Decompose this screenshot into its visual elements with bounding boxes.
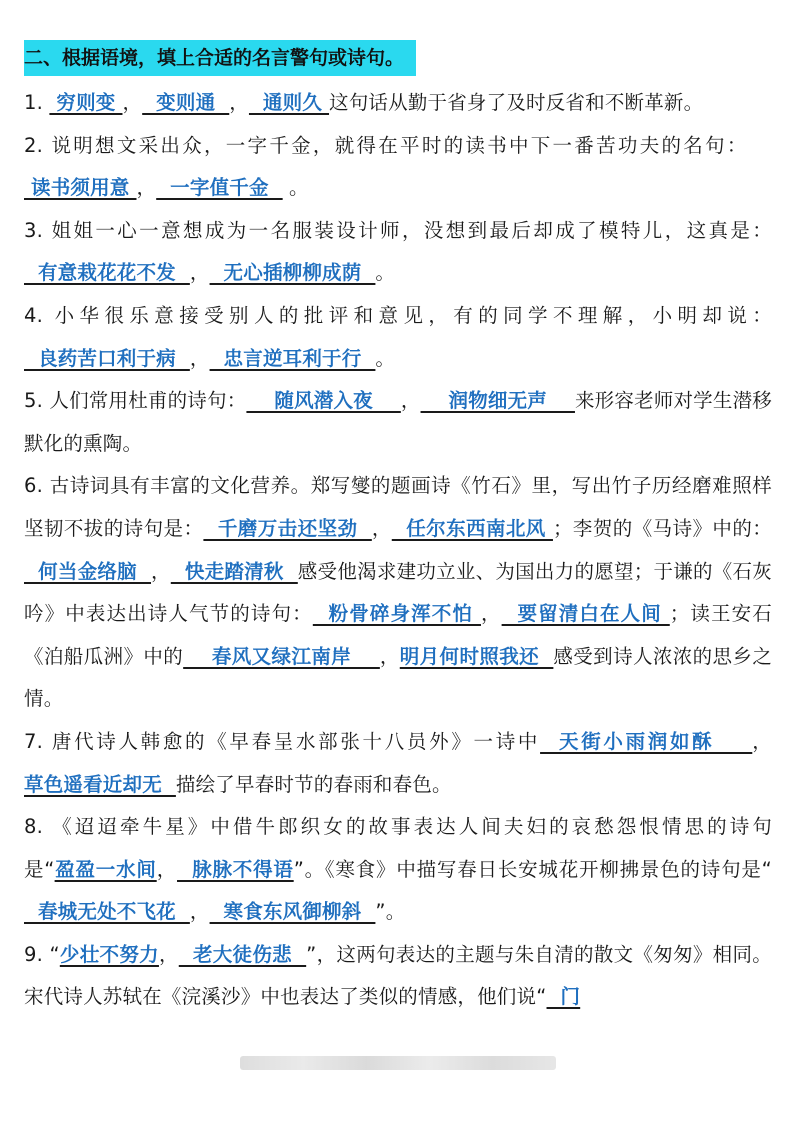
question-item (24, 934, 772, 1019)
answer-blank: 千磨万击还坚劲 (203, 516, 372, 540)
answer-blank: 通则久 (248, 91, 330, 114)
question-text: ， (752, 729, 772, 753)
question-text: 7. 唐代诗人韩愈的《早春呈水部张十八员外》一诗中 (24, 729, 541, 753)
question-text: 。 (375, 261, 396, 285)
question-item (24, 82, 772, 125)
answer-blank: 有意栽花花不发 (24, 261, 190, 285)
question-text: 6. 古诗词具有丰富的文化营养。郑写燮的题画诗《竹石》里，写出竹子历经磨难照样坚韧不拔的诗句是： (24, 474, 772, 540)
question-text: ， (189, 346, 210, 370)
question-text: ， (379, 644, 400, 668)
answer-blank: 草色遥看近却无 (24, 772, 176, 796)
question-text: ， (400, 389, 421, 413)
answer-blank: 何当金络脑 (24, 559, 152, 583)
answer-blank: 春城无处不飞花 (24, 900, 190, 924)
answer-blank: 变则通 (142, 91, 230, 114)
question-text: ， (480, 602, 502, 626)
section-heading: 二、根据语境，填上合适的名言警句或诗句。 (24, 40, 416, 76)
question-item (24, 721, 772, 806)
answer-blank: 天街小雨润如酥 (540, 729, 753, 753)
question-text: 这句话从勤于省身了及时反省和不断革新。 (329, 91, 704, 114)
question-text: 描绘了早春时节的春雨和春色。 (175, 772, 452, 796)
answer-blank: 少壮不努力 (59, 942, 159, 966)
question-text: ；李贺的《马诗》中的： (552, 516, 772, 540)
question-text: ， (371, 516, 392, 540)
question-text: 1. (24, 91, 50, 114)
question-text: ”，这两句表达的主题与朱自清的散文《匆匆》相同。宋代诗人苏轼在《浣溪沙》中也表达了类似的情感，他们说“ (24, 942, 772, 1009)
question-text: 9. “ (24, 942, 60, 966)
question-text: ”。《寒食》中描写春日长安城花开柳拂景色的诗句是“ (293, 857, 772, 881)
question-item (24, 210, 772, 295)
question-text: 。 (282, 176, 309, 200)
question-text: 3. 姐姐一心一意想成为一名服装设计师，没想到最后却成了模特儿，这真是： (24, 218, 772, 242)
answer-blank: 盈盈一水间 (54, 857, 157, 881)
answer-blank: 门 (546, 985, 581, 1009)
answer-blank: 读书须用意 (24, 176, 137, 200)
question-text: 2. 说明想文采出众，一字千金，就得在平时的读书中下一番苦功夫的名句： (24, 133, 749, 157)
question-text: ， (229, 91, 249, 114)
answer-blank: 快走踏清秋 (170, 559, 298, 583)
question-text: ， (122, 91, 143, 114)
answer-blank: 寒食东风御柳斜 (209, 900, 376, 924)
question-list (24, 82, 772, 1019)
answer-blank: 春风又绿江南岸 (183, 644, 380, 668)
question-item (24, 465, 772, 721)
question-text: ， (136, 176, 157, 200)
question-text: 4. 小华很乐意接受别人的批评和意见，有的同学不理解，小明却说： (24, 303, 772, 327)
question-text: ”。 (375, 900, 406, 924)
question-text: ， (156, 857, 178, 881)
question-item (24, 380, 772, 465)
answer-blank: 任尔东西南北风 (391, 516, 553, 540)
question-item (24, 806, 772, 934)
question-text (749, 134, 772, 157)
question-item (24, 125, 772, 210)
answer-blank: 老大徒伤悲 (178, 942, 307, 966)
question-text: ， (189, 261, 210, 285)
blurred-watermark-bar (240, 1056, 556, 1070)
question-text: ， (189, 900, 210, 924)
question-text: 5. 人们常用杜甫的诗句： (24, 389, 247, 413)
question-text: ， (158, 942, 179, 966)
question-text: 感受他渴求建功立业、为国出力的愿望；于谦的《石灰吟》中表达出诗人气节的诗句： (24, 559, 772, 626)
question-text: 8. 《迢迢牵牛星》中借牛郎织女的故事表达人间夫妇的哀愁怨恨情思的诗句是“ (24, 815, 772, 881)
worksheet-page (24, 40, 772, 1019)
answer-blank: 一字值千金 (156, 176, 283, 200)
question-text: 感受到诗人浓浓的思乡之情。 (24, 644, 773, 711)
answer-blank: 要留清白在人间 (501, 602, 670, 626)
question-text: ；读王安石《泊船瓜洲》中的 (24, 602, 772, 668)
question-text: ， (151, 559, 171, 583)
answer-blank: 穷则变 (49, 91, 123, 114)
answer-blank: 明月何时照我还 (399, 644, 554, 668)
answer-blank: 润物细无声 (420, 389, 575, 413)
answer-blank: 无心插柳柳成荫 (209, 261, 376, 285)
question-text: 。 (375, 346, 396, 370)
answer-blank: 良药苦口利于病 (24, 346, 190, 370)
answer-blank: 忠言逆耳利于行 (209, 346, 376, 370)
question-item (24, 295, 772, 380)
question-text: 来形容老师对学生潜移默化的熏陶。 (24, 389, 772, 455)
answer-blank: 随风潜入夜 (246, 389, 401, 413)
answer-blank: 脉脉不得语 (177, 857, 294, 881)
answer-blank: 粉骨碎身浑不怕 (312, 602, 481, 626)
